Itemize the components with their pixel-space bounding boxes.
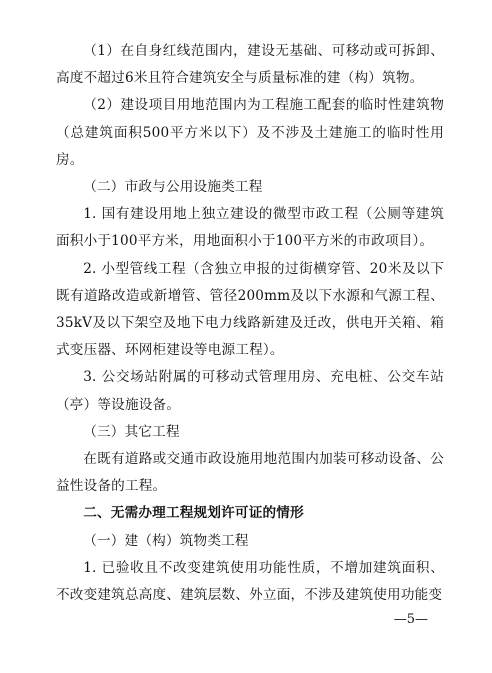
page-number: —5— — [393, 612, 428, 627]
paragraph-other-1: 在既有道路或交通市政设施用地范围内加装可移动设备、公益性设备的工程。 — [56, 451, 444, 495]
section-heading-other: （三）其它工程 — [83, 423, 180, 440]
paragraph-municipal-2: 2. 小型管线工程（含独立申报的过街横穿管、20米及以下既有道路改造或新增管、管径200mm及以下水源和气源工程、35kV及以下架空及地下电力线路新建及迁改，供电开关箱、箱式变压器、环网柜建设等电源工程）。 — [56, 260, 444, 359]
paragraph-item-2: （2）建设项目用地范围内为工程施工配套的临时性建筑物（总建筑面积500平方米以下）及不涉及土建施工的临时性用房。 — [56, 97, 444, 168]
paragraph-buildings-1: 1. 已验收且不改变建筑使用功能性质，不增加建筑面积、不改变建筑总高度、建筑层数、外立面，不涉及建筑使用功能变 — [56, 559, 444, 604]
paragraph-item-1: （1）在自身红线范围内，建设无基础、可移动或可拆卸、高度不超过6米且符合建筑安全与质量标准的建（构）筑物。 — [56, 43, 444, 87]
paragraph-municipal-3: 3. 公交场站附属的可移动式管理用房、充电桩、公交车站（亭）等设施设备。 — [56, 369, 444, 413]
document-body — [56, 38, 444, 609]
section-heading-municipal: （二）市政与公用设施类工程 — [83, 179, 263, 196]
section-heading-buildings: （一）建（构）筑物类工程 — [83, 532, 249, 549]
paragraph-municipal-1: 1. 国有建设用地上独立建设的微型市政工程（公厕等建筑面积小于100平方米，用地面积小于100平方米的市政项目）。 — [56, 206, 444, 250]
chapter-heading-no-permit: 二、无需办理工程规划许可证的情形 — [83, 505, 304, 522]
